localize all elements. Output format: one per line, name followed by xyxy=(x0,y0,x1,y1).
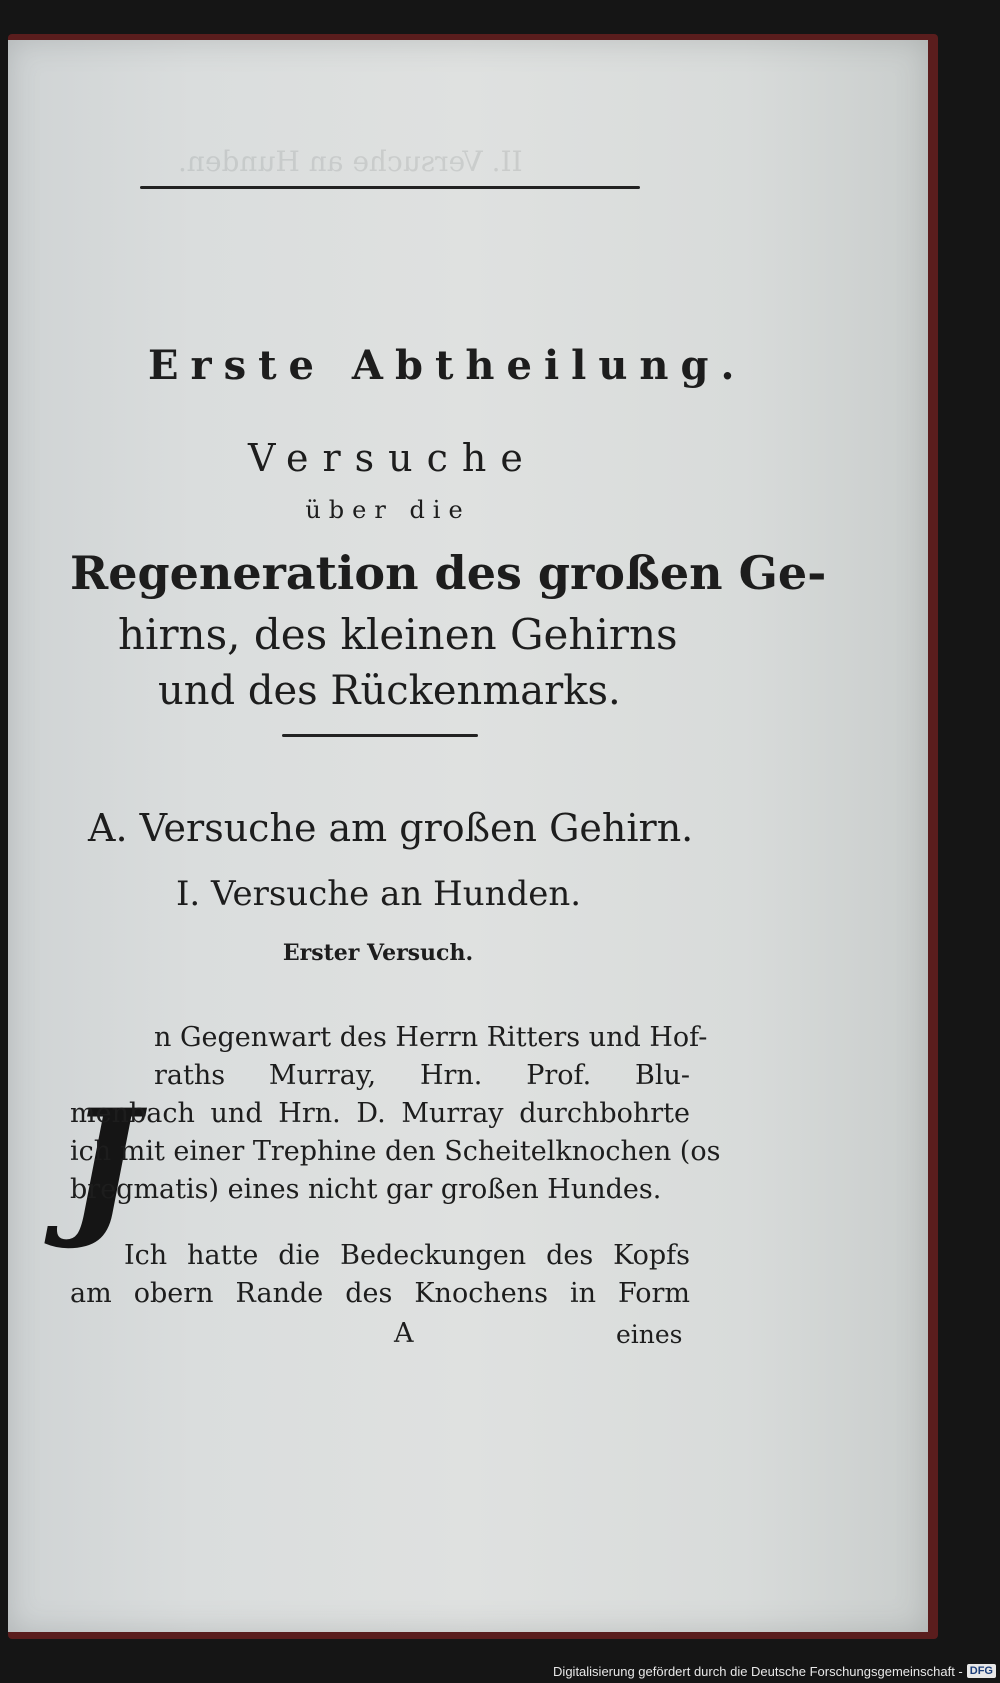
chapter-title-line-2: über die xyxy=(305,496,471,524)
footer-credit: Digitalisierung gefördert durch die Deutsche Forschungsgemeinschaft - xyxy=(553,1663,963,1679)
paragraph1-line-4: ich mit einer Trephine den Scheitelknochen (os xyxy=(70,1136,721,1167)
drop-cap: J xyxy=(68,1077,139,1253)
paragraph2-line-1: Ich hatte die Bedeckungen des Kopfs xyxy=(124,1240,690,1271)
paragraph1-line-3: menbach und Hrn. D. Murray durchbohrte xyxy=(70,1098,690,1129)
experiment-title: Erster Versuch. xyxy=(282,940,474,966)
paragraph2-line-2: am obern Rande des Knochens in Form xyxy=(70,1278,690,1309)
catchword: eines xyxy=(616,1320,683,1349)
section-heading: Erste Abtheilung. xyxy=(148,342,747,389)
bleed-through-text: II. Versuche an Hunden. xyxy=(178,145,523,178)
paragraph1-line-5: bregmatis) eines nicht gar großen Hundes. xyxy=(70,1174,662,1205)
paragraph1-line-1: n Gegenwart des Herrn Ritters und Hof- xyxy=(154,1022,708,1053)
chapter-title-line-4: hirns, des kleinen Gehirns xyxy=(118,610,678,659)
digitization-footer xyxy=(553,1661,996,1681)
book-page xyxy=(8,40,928,1632)
mid-rule xyxy=(282,734,478,737)
chapter-title-line-5: und des Rückenmarks. xyxy=(158,668,621,714)
top-rule xyxy=(140,186,640,189)
paragraph1-line-2: raths Murray, Hrn. Prof. Blu- xyxy=(154,1060,690,1091)
subsection-i-heading: I. Versuche an Hunden. xyxy=(176,874,582,914)
signature-mark: A xyxy=(394,1318,414,1349)
subsection-a-heading: A. Versuche am großen Gehirn. xyxy=(88,806,694,850)
chapter-title-line-3: Regeneration des großen Ge- xyxy=(70,546,827,600)
dfg-logo: DFG xyxy=(967,1664,996,1678)
chapter-title-line-1: Versuche xyxy=(248,436,537,480)
